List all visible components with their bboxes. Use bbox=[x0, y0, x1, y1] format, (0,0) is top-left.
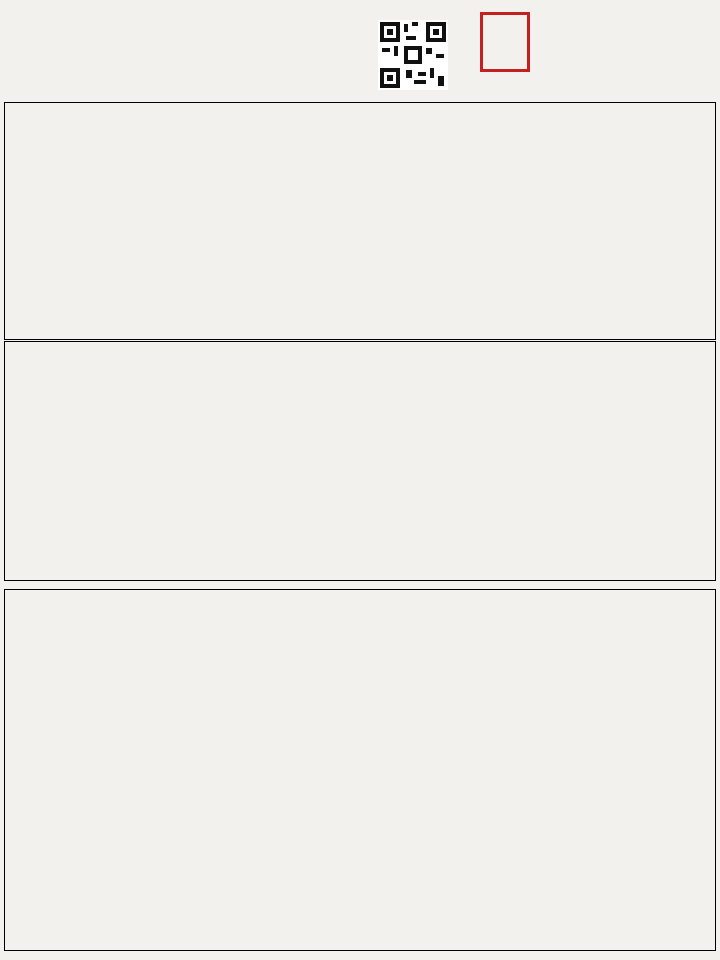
dai-van-table bbox=[4, 341, 716, 581]
year-grid bbox=[4, 589, 716, 951]
four-pillars-table bbox=[4, 102, 716, 340]
qr-code-icon bbox=[378, 20, 448, 90]
seal-stamp bbox=[480, 12, 530, 72]
